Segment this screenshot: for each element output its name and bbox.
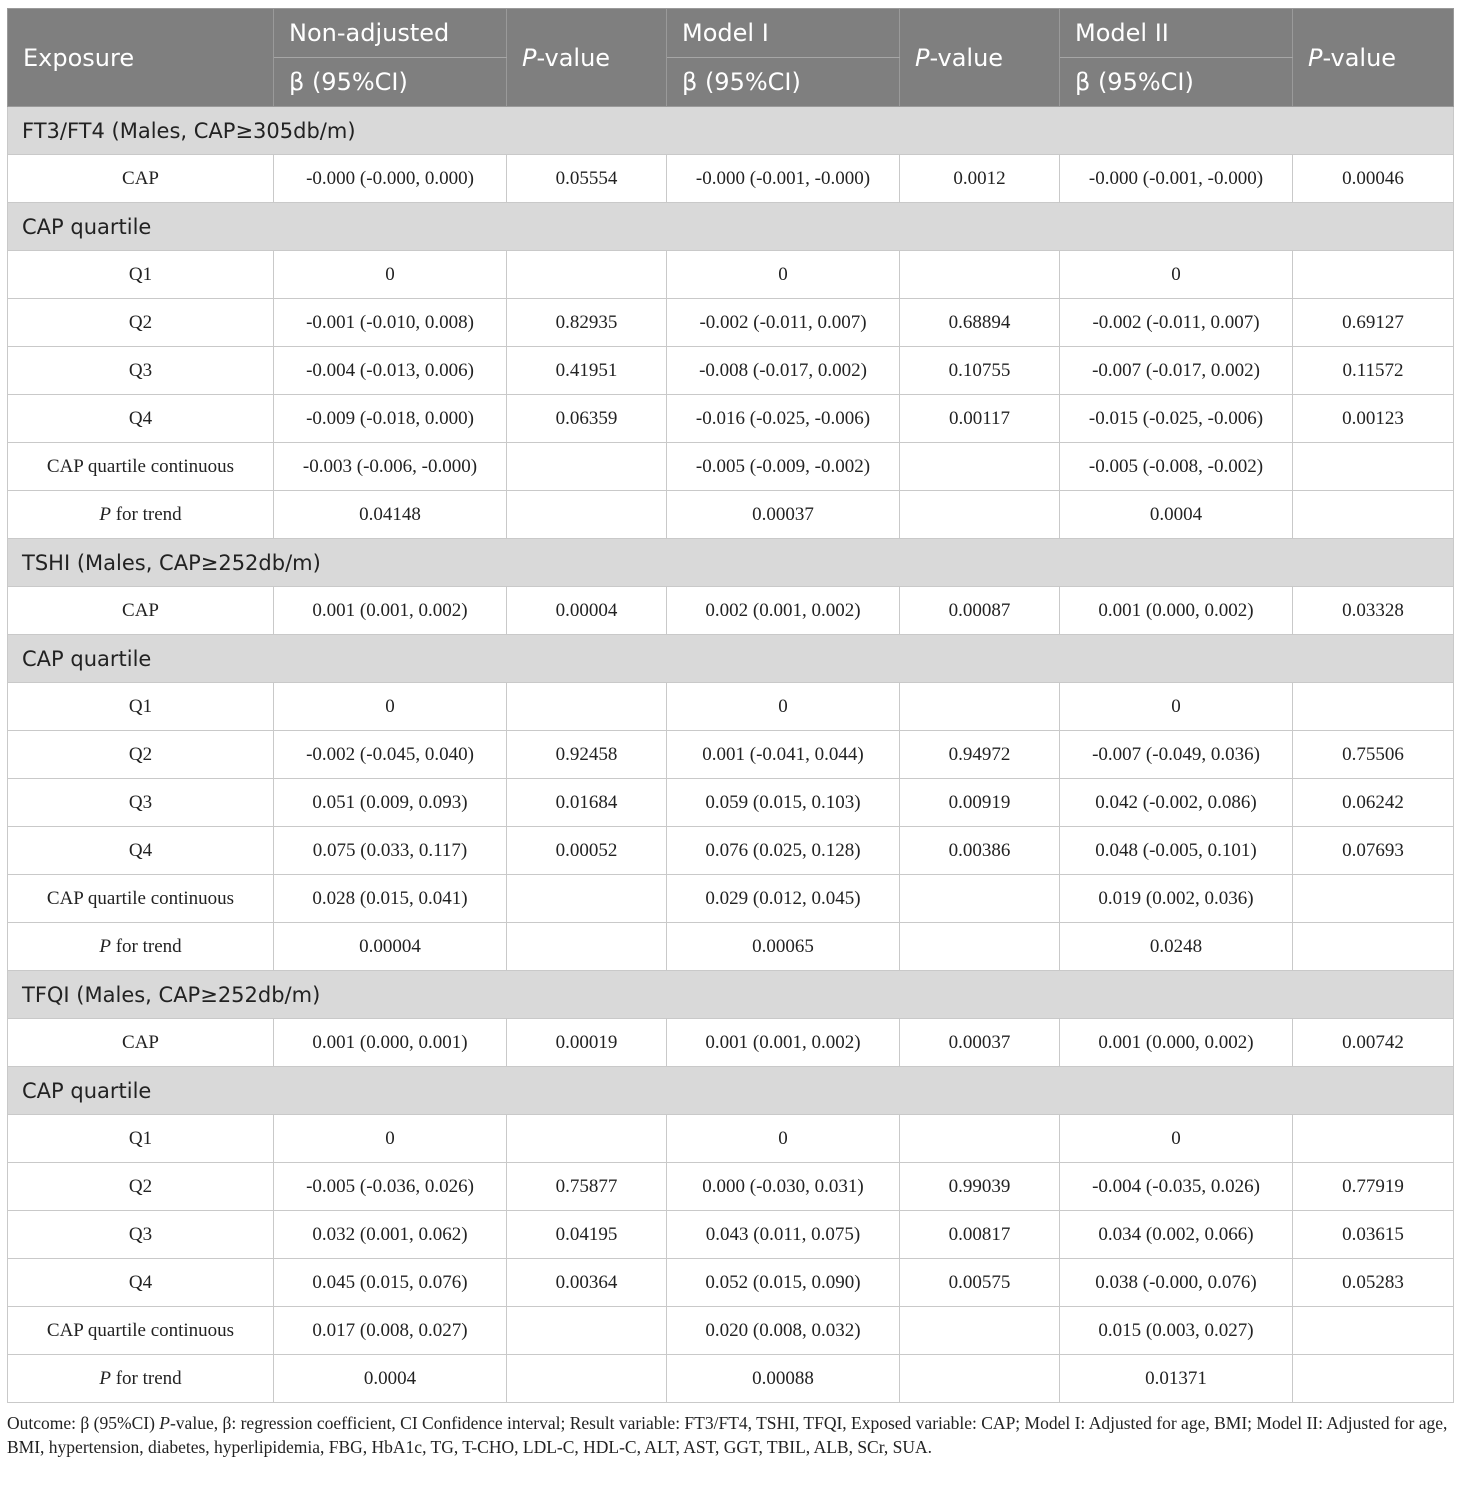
header-pvalue-na: P-value: [507, 9, 667, 107]
cell-na-p: 0.41951: [507, 347, 667, 395]
table-row: [8, 1115, 1454, 1163]
cell-m2: 0.048 (-0.005, 0.101): [1060, 827, 1293, 875]
row-label: Q1: [8, 1115, 274, 1163]
cell-m1-p: [900, 1355, 1060, 1403]
cell-m2-p: 0.03328: [1293, 587, 1454, 635]
cell-m2-p: 0.11572: [1293, 347, 1454, 395]
section-title: FT3/FT4 (Males, CAP≥305db/m): [8, 107, 1454, 155]
cell-m1-p: 0.00117: [900, 395, 1060, 443]
table-row: [8, 1307, 1454, 1355]
cell-na: -0.001 (-0.010, 0.008): [274, 299, 507, 347]
section-title: TSHI (Males, CAP≥252db/m): [8, 539, 1454, 587]
quartile-title: CAP quartile: [8, 203, 1454, 251]
cell-na-p: [507, 443, 667, 491]
cell-m1: 0: [667, 683, 900, 731]
p-for-trend-row: [8, 1355, 1454, 1403]
cell-m1-p: 0.00817: [900, 1211, 1060, 1259]
cell-na: 0.075 (0.033, 0.117): [274, 827, 507, 875]
table-row: [8, 587, 1454, 635]
cell-m2-p: 0.05283: [1293, 1259, 1454, 1307]
table-row: [8, 155, 1454, 203]
cell-na-p: 0.00052: [507, 827, 667, 875]
cell-m1: 0.00088: [667, 1355, 900, 1403]
cell-na: -0.004 (-0.013, 0.006): [274, 347, 507, 395]
row-label: P for trend: [8, 1355, 274, 1403]
cell-m2: 0.001 (0.000, 0.002): [1060, 587, 1293, 635]
cell-na: 0.028 (0.015, 0.041): [274, 875, 507, 923]
table-row: [8, 299, 1454, 347]
cell-m2: 0.038 (-0.000, 0.076): [1060, 1259, 1293, 1307]
results-table-container: [7, 8, 1453, 1459]
table-row: [8, 1259, 1454, 1307]
cell-m2-p: 0.77919: [1293, 1163, 1454, 1211]
quartile-header-row: [8, 1067, 1454, 1115]
cell-na: 0.045 (0.015, 0.076): [274, 1259, 507, 1307]
cell-m2: 0.0248: [1060, 923, 1293, 971]
cell-m1: 0: [667, 1115, 900, 1163]
cell-na-p: 0.06359: [507, 395, 667, 443]
cell-m2-p: 0.07693: [1293, 827, 1454, 875]
cell-m1-p: [900, 1115, 1060, 1163]
cell-na-p: 0.04195: [507, 1211, 667, 1259]
cell-m1: 0.052 (0.015, 0.090): [667, 1259, 900, 1307]
cell-na: 0: [274, 683, 507, 731]
cell-m1: 0.029 (0.012, 0.045): [667, 875, 900, 923]
table-body: [8, 107, 1454, 1403]
cell-m1-p: 0.68894: [900, 299, 1060, 347]
table-footnote: Outcome: β (95%CI) P-value, β: regression coefficient, CI Confidence interval; Result variable: FT3/FT4, TSHI, TFQI, Exposed variable: CAP; Model I: Adjusted for age, BMI; Model II: Adjusted for age, BMI, hypertension, diabetes, hyperlipidemia, FBG, HbA1c, TG, T-CHO, LDL-C, HDL-C, ALT, AST, GGT, TBIL, ALB, SCr, SUA.: [7, 1413, 1448, 1457]
cell-m1-p: [900, 923, 1060, 971]
cell-na-p: 0.00019: [507, 1019, 667, 1067]
row-label: Q3: [8, 779, 274, 827]
cell-m2: -0.002 (-0.011, 0.007): [1060, 299, 1293, 347]
row-label: CAP: [8, 587, 274, 635]
cell-m2-p: 0.00742: [1293, 1019, 1454, 1067]
header-beta-m2: β (95%CI): [1060, 58, 1293, 107]
cell-m1-p: 0.0012: [900, 155, 1060, 203]
cell-na: 0.00004: [274, 923, 507, 971]
row-label: Q1: [8, 683, 274, 731]
cell-na-p: [507, 923, 667, 971]
cell-m2: 0: [1060, 1115, 1293, 1163]
cell-m2: -0.007 (-0.049, 0.036): [1060, 731, 1293, 779]
cell-m1-p: [900, 443, 1060, 491]
cell-m2: 0.015 (0.003, 0.027): [1060, 1307, 1293, 1355]
cell-na: 0.032 (0.001, 0.062): [274, 1211, 507, 1259]
cell-na-p: 0.00364: [507, 1259, 667, 1307]
cell-na: 0.0004: [274, 1355, 507, 1403]
cell-m2-p: 0.75506: [1293, 731, 1454, 779]
quartile-header-row: [8, 203, 1454, 251]
p-for-trend-row: [8, 923, 1454, 971]
cell-m1: 0.076 (0.025, 0.128): [667, 827, 900, 875]
cell-m1-p: [900, 1307, 1060, 1355]
table-row: [8, 395, 1454, 443]
cell-m2: -0.007 (-0.017, 0.002): [1060, 347, 1293, 395]
cell-m2-p: [1293, 1115, 1454, 1163]
table-row: [8, 875, 1454, 923]
cell-na: 0.001 (0.000, 0.001): [274, 1019, 507, 1067]
header-model-2: Model II: [1060, 9, 1293, 58]
header-non-adjusted: Non-adjusted: [274, 9, 507, 58]
cell-m2: 0: [1060, 251, 1293, 299]
cell-m2-p: [1293, 443, 1454, 491]
cell-na-p: 0.82935: [507, 299, 667, 347]
section-title: TFQI (Males, CAP≥252db/m): [8, 971, 1454, 1019]
cell-m2: -0.015 (-0.025, -0.006): [1060, 395, 1293, 443]
cell-m1: 0.00065: [667, 923, 900, 971]
cell-m1: -0.016 (-0.025, -0.006): [667, 395, 900, 443]
row-label: CAP: [8, 155, 274, 203]
cell-m1-p: [900, 875, 1060, 923]
cell-na-p: [507, 683, 667, 731]
cell-na-p: [507, 875, 667, 923]
cell-na-p: [507, 1307, 667, 1355]
cell-m1: 0.001 (0.001, 0.002): [667, 1019, 900, 1067]
cell-m1: 0.001 (-0.041, 0.044): [667, 731, 900, 779]
table-row: [8, 347, 1454, 395]
cell-m1: 0.000 (-0.030, 0.031): [667, 1163, 900, 1211]
row-label: Q2: [8, 299, 274, 347]
row-label: Q3: [8, 1211, 274, 1259]
cell-m2-p: [1293, 491, 1454, 539]
table-row: [8, 1163, 1454, 1211]
cell-m2-p: 0.03615: [1293, 1211, 1454, 1259]
header-beta-na: β (95%CI): [274, 58, 507, 107]
cell-m1-p: 0.00037: [900, 1019, 1060, 1067]
cell-na: 0.051 (0.009, 0.093): [274, 779, 507, 827]
section-header-row: [8, 107, 1454, 155]
cell-m2: 0.0004: [1060, 491, 1293, 539]
cell-na-p: 0.75877: [507, 1163, 667, 1211]
row-label: P for trend: [8, 923, 274, 971]
regression-results-table: [7, 8, 1454, 1403]
quartile-title: CAP quartile: [8, 1067, 1454, 1115]
cell-na-p: 0.00004: [507, 587, 667, 635]
cell-m1-p: 0.00575: [900, 1259, 1060, 1307]
cell-m1-p: 0.94972: [900, 731, 1060, 779]
cell-m2-p: [1293, 683, 1454, 731]
row-label: Q4: [8, 827, 274, 875]
cell-m2-p: [1293, 1355, 1454, 1403]
cell-m1-p: 0.00919: [900, 779, 1060, 827]
cell-na-p: [507, 1355, 667, 1403]
cell-m1: -0.008 (-0.017, 0.002): [667, 347, 900, 395]
table-row: [8, 731, 1454, 779]
cell-m1-p: [900, 251, 1060, 299]
cell-na: -0.009 (-0.018, 0.000): [274, 395, 507, 443]
row-label: Q2: [8, 1163, 274, 1211]
cell-m1: 0.059 (0.015, 0.103): [667, 779, 900, 827]
row-label: Q3: [8, 347, 274, 395]
cell-m1: 0.002 (0.001, 0.002): [667, 587, 900, 635]
row-label: Q1: [8, 251, 274, 299]
cell-na: 0.001 (0.001, 0.002): [274, 587, 507, 635]
cell-m1-p: [900, 683, 1060, 731]
cell-m2: 0.01371: [1060, 1355, 1293, 1403]
cell-na-p: 0.05554: [507, 155, 667, 203]
cell-na: -0.002 (-0.045, 0.040): [274, 731, 507, 779]
cell-na: -0.005 (-0.036, 0.026): [274, 1163, 507, 1211]
table-row: [8, 1211, 1454, 1259]
table-row: [8, 827, 1454, 875]
table-row: [8, 251, 1454, 299]
cell-m2: -0.004 (-0.035, 0.026): [1060, 1163, 1293, 1211]
header-pvalue-m1: P-value: [900, 9, 1060, 107]
cell-m2: 0.042 (-0.002, 0.086): [1060, 779, 1293, 827]
cell-m2-p: 0.00046: [1293, 155, 1454, 203]
cell-na-p: [507, 1115, 667, 1163]
cell-m2-p: 0.69127: [1293, 299, 1454, 347]
cell-m1: 0.00037: [667, 491, 900, 539]
cell-m2: 0.034 (0.002, 0.066): [1060, 1211, 1293, 1259]
table-header: [8, 9, 1454, 107]
cell-m1: 0.020 (0.008, 0.032): [667, 1307, 900, 1355]
cell-na-p: 0.01684: [507, 779, 667, 827]
cell-na-p: 0.92458: [507, 731, 667, 779]
header-exposure: Exposure: [8, 9, 274, 107]
cell-m1-p: 0.00386: [900, 827, 1060, 875]
cell-m1: -0.000 (-0.001, -0.000): [667, 155, 900, 203]
cell-m1-p: [900, 491, 1060, 539]
cell-m2: 0: [1060, 683, 1293, 731]
cell-m1: 0.043 (0.011, 0.075): [667, 1211, 900, 1259]
cell-na: -0.003 (-0.006, -0.000): [274, 443, 507, 491]
table-row: [8, 443, 1454, 491]
table-row: [8, 779, 1454, 827]
cell-na: 0: [274, 251, 507, 299]
cell-m2-p: [1293, 251, 1454, 299]
section-header-row: [8, 539, 1454, 587]
cell-m1: 0: [667, 251, 900, 299]
cell-m2: 0.001 (0.000, 0.002): [1060, 1019, 1293, 1067]
cell-m2-p: 0.00123: [1293, 395, 1454, 443]
cell-m2: -0.005 (-0.008, -0.002): [1060, 443, 1293, 491]
row-label: CAP: [8, 1019, 274, 1067]
table-row: [8, 1019, 1454, 1067]
cell-m2: 0.019 (0.002, 0.036): [1060, 875, 1293, 923]
cell-m2-p: [1293, 1307, 1454, 1355]
cell-m1: -0.002 (-0.011, 0.007): [667, 299, 900, 347]
cell-na: 0: [274, 1115, 507, 1163]
cell-na: -0.000 (-0.000, 0.000): [274, 155, 507, 203]
cell-m1-p: 0.10755: [900, 347, 1060, 395]
row-label: CAP quartile continuous: [8, 875, 274, 923]
row-label: CAP quartile continuous: [8, 443, 274, 491]
cell-m2-p: [1293, 875, 1454, 923]
p-for-trend-row: [8, 491, 1454, 539]
section-header-row: [8, 971, 1454, 1019]
row-label: P for trend: [8, 491, 274, 539]
row-label: Q4: [8, 395, 274, 443]
cell-m1: -0.005 (-0.009, -0.002): [667, 443, 900, 491]
header-pvalue-m2: P-value: [1293, 9, 1454, 107]
cell-m1-p: 0.00087: [900, 587, 1060, 635]
cell-na: 0.04148: [274, 491, 507, 539]
cell-na-p: [507, 491, 667, 539]
cell-m2-p: 0.06242: [1293, 779, 1454, 827]
quartile-header-row: [8, 635, 1454, 683]
row-label: Q2: [8, 731, 274, 779]
cell-na: 0.017 (0.008, 0.027): [274, 1307, 507, 1355]
table-row: [8, 683, 1454, 731]
cell-na-p: [507, 251, 667, 299]
cell-m2-p: [1293, 923, 1454, 971]
row-label: Q4: [8, 1259, 274, 1307]
header-beta-m1: β (95%CI): [667, 58, 900, 107]
cell-m1-p: 0.99039: [900, 1163, 1060, 1211]
cell-m2: -0.000 (-0.001, -0.000): [1060, 155, 1293, 203]
row-label: CAP quartile continuous: [8, 1307, 274, 1355]
quartile-title: CAP quartile: [8, 635, 1454, 683]
header-model-1: Model I: [667, 9, 900, 58]
